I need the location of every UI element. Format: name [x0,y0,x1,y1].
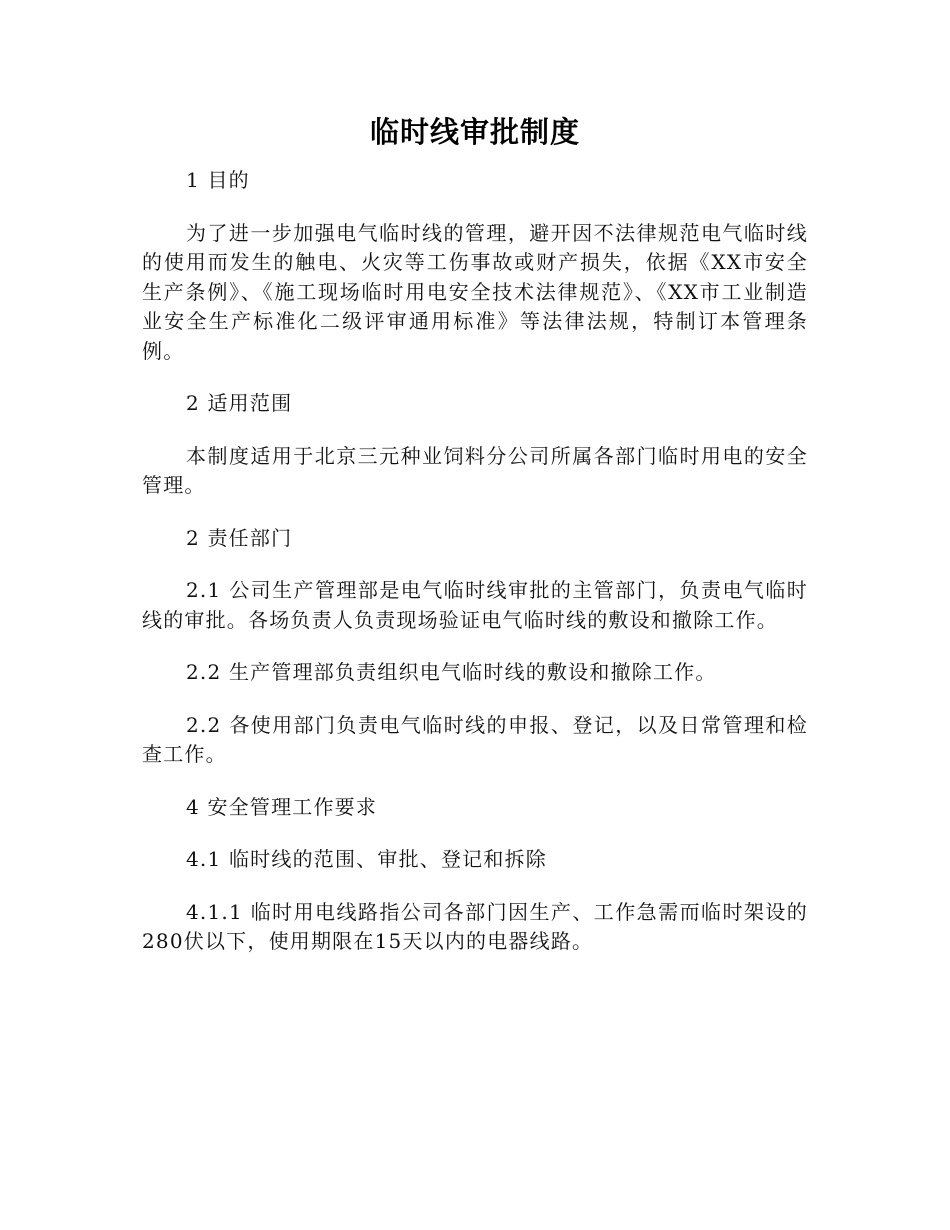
paragraph-2-2b: 2.2 各使用部门负责电气临时线的申报、登记，以及日常管理和检查工作。 [142,712,808,766]
section-heading-scope: 2 适用范围 [186,391,293,415]
paragraph-2-1: 2.1 公司生产管理部是电气临时线审批的主管部门，负责电气临时线的审批。各场负责人负责现场验证电气临时线的敷设和撤除工作。 [142,578,808,632]
section-heading-requirements: 4 安全管理工作要求 [186,794,378,819]
section-heading-responsibility: 2 责任部门 [186,525,293,550]
document-title: 临时线审批制度 [369,115,580,149]
paragraph-4-1-1: 4.1.1 临时用电线路指公司各部门因生产、工作急需而临时架设的280伏以下，使用期限在15天以内的电器线路。 [142,899,808,953]
paragraph-purpose: 为了进一步加强电气临时线的管理，避开因不法律规范电气临时线的使用而发生的触电、火灾等工伤事故或财产损失，依据《XX市安全生产条例》、《施工现场临时用电安全技术法律规范》、《XX市工业制造业安全生产标准化二级评审通用标准》等法律法规，特制订本管理条例。 [142,220,808,363]
subsection-heading-4-1: 4.1 临时线的范围、审批、登记和拆除 [186,847,547,871]
paragraph-2-2a: 2.2 生产管理部负责组织电气临时线的敷设和撤除工作。 [186,660,717,684]
paragraph-scope: 本制度适用于北京三元种业饲料分公司所属各部门临时用电的安全管理。 [142,443,808,497]
section-heading-purpose: 1 目的 [186,168,250,192]
document-body [142,166,808,957]
